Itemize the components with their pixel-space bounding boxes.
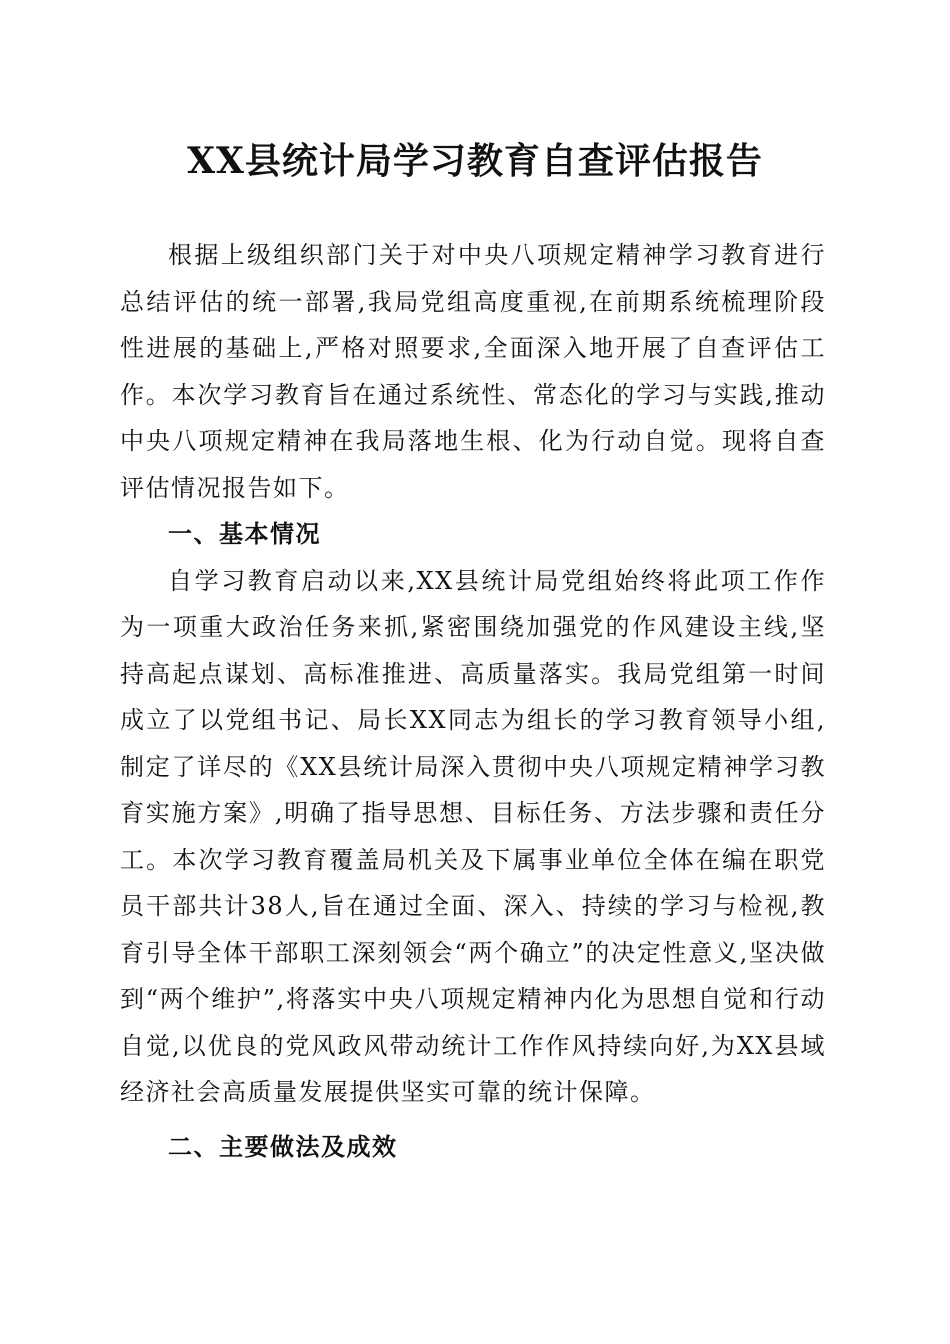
section-paragraph-basic-situation: 自学习教育启动以来,XX县统计局党组始终将此项工作作为一项重大政治任务来抓,紧密围绕加强党的作风建设主线,坚持高起点谋划、高标准推进、高质量落实。我局党组第一时间成立了以党组书记、局长XX同志为组长的学习教育领导小组,制定了详尽的《XX县统计局深入贯彻中央八项规定精神学习教育实施方案》,明确了指导思想、目标任务、方法步骤和责任分工。本次学习教育覆盖局机关及下属事业单位全体在编在职党员干部共计38人,旨在通过全面、深入、持续的学习与检视,教育引导全体干部职工深刻领会“两个确立”的决定性意义,坚决做到“两个维护”,将落实中央八项规定精神内化为思想自觉和行动自觉,以优良的党风政风带动统计工作作风持续向好,为XX县域经济社会高质量发展提供坚实可靠的统计保障。 — [120, 566, 826, 1106]
document-body — [120, 232, 826, 1170]
section-heading-main-practices: 二、主要做法及成效 — [168, 1132, 398, 1161]
section-heading-basic-situation: 一、基本情况 — [168, 520, 321, 548]
intro-paragraph: 根据上级组织部门关于对中央八项规定精神学习教育进行总结评估的统一部署,我局党组高度重视,在前期系统梳理阶段性进展的基础上,严格对照要求,全面深入地开展了自查评估工作。本次学习教育旨在通过系统性、常态化的学习与实践,推动中央八项规定精神在我局落地生根、化为行动自觉。现将自查评估情况报告如下。 — [120, 241, 826, 502]
document-title: XX县统计局学习教育自查评估报告 — [187, 140, 763, 182]
